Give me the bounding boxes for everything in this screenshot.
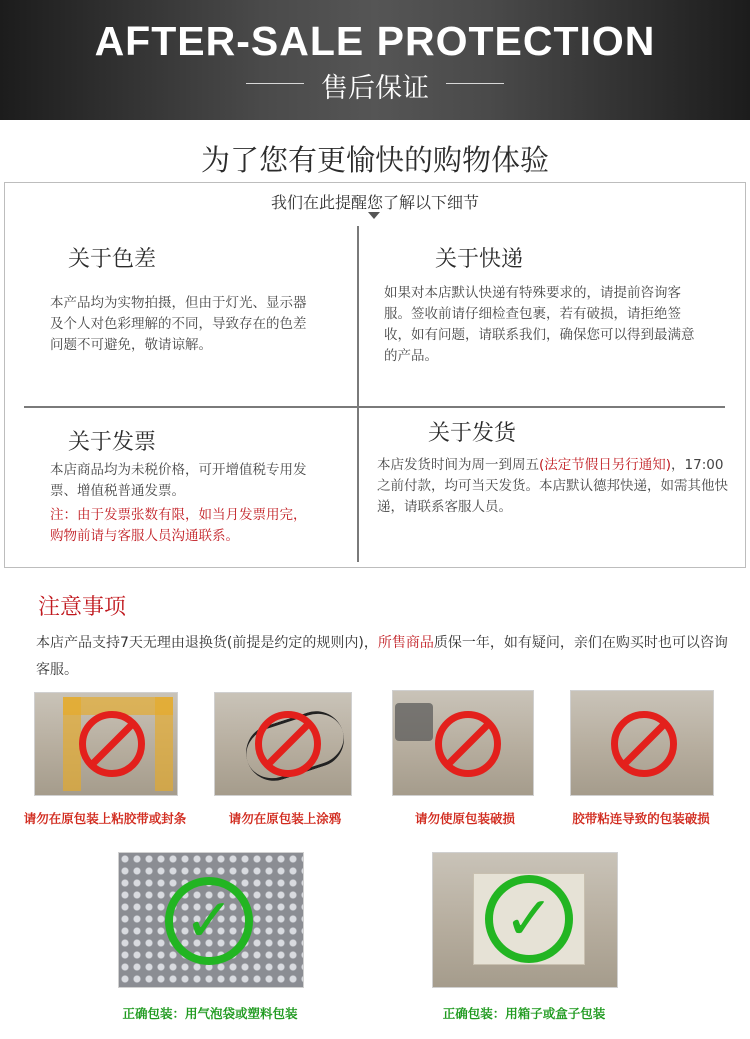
wrong-example-photo-tape (34, 692, 178, 796)
divider-line (446, 83, 504, 84)
header-banner (0, 0, 750, 120)
banner-subtitle: 售后保证 (321, 73, 429, 104)
shipping-text-end: ，17:00之前付款，均可当天发货。本店默认德邦快递，如需其他快递，请联系客服人员。 (377, 457, 728, 515)
wrong-caption-3: 请勿使原包装破损 (414, 811, 515, 826)
prohibited-icon (611, 711, 677, 777)
right-example-photo-box (432, 852, 618, 988)
wrong-caption-4: 胶带粘连导致的包装破损 (572, 811, 710, 826)
vertical-divider (357, 226, 359, 562)
section-body-color: 本产品均为实物拍摄，但由于灯光、显示器及个人对色彩理解的不同，导致存在的色差问题不可避免，敬请谅解。 (50, 295, 307, 353)
banner-subtitle-row (0, 66, 750, 104)
banner-title: AFTER-SALE PROTECTION (94, 18, 656, 64)
notice-title: 注意事项 (38, 595, 127, 620)
damage-mark (395, 703, 433, 741)
prohibited-icon (255, 711, 321, 777)
section-note-invoice: 注：由于发票张数有限，如当月发票用完，购物前请与客服人员沟通联系。 (50, 507, 307, 544)
right-caption-2: 正确包装：用箱子或盒子包装 (442, 1006, 606, 1021)
wrong-example-photo-broken (392, 690, 534, 796)
check-icon: ✓ (485, 875, 573, 963)
section-body-express: 如果对本店默认快递有特殊要求的，请提前咨询客服。签收前请仔细检查包裹，若有破损，请拒绝签收，如有问题，请联系我们，确保您可以得到最满意的产品。 (384, 285, 695, 364)
notice-text-start: 本店产品支持7天无理由退换货(前提是约定的规则内)， (36, 635, 378, 651)
check-icon: ✓ (165, 877, 253, 965)
page-headline: 为了您有更愉快的购物体验 (200, 143, 549, 177)
notice-text-end: 质保一年，如有疑问，亲们在购买时也可以咨询客服。 (36, 635, 728, 678)
wrong-example-photo-graffiti (214, 692, 352, 796)
shipping-text-start: 本店发货时间为周一到周五 (377, 457, 539, 473)
right-caption-1: 正确包装：用气泡袋或塑料包装 (122, 1006, 298, 1021)
caret-down-icon (368, 212, 380, 219)
tape-strip (155, 697, 173, 791)
wrong-caption-1: 请勿在原包装上粘胶带或封条 (23, 811, 187, 826)
horizontal-divider (24, 406, 725, 408)
section-title-express: 关于快递 (435, 247, 524, 272)
shipping-holiday-note: (法定节假日另行通知) (539, 457, 672, 473)
prohibited-icon (435, 711, 501, 777)
wrong-example-photo-tape-damage (570, 690, 714, 796)
section-body-shipping (377, 455, 729, 518)
section-title-invoice: 关于发票 (68, 430, 157, 455)
notice-body (36, 630, 736, 684)
section-title-color: 关于色差 (68, 247, 157, 272)
reminder-text: 我们在此提醒您了解以下细节 (270, 193, 479, 212)
section-body-invoice: 本店商品均为未税价格，可开增值税专用发票、增值税普通发票。 (50, 462, 307, 499)
section-title-shipping: 关于发货 (428, 421, 517, 446)
wrong-caption-2: 请勿在原包装上涂鸦 (228, 811, 342, 826)
prohibited-icon (79, 711, 145, 777)
notice-highlight: 所售商品 (377, 635, 434, 651)
right-example-photo-bubble (118, 852, 304, 988)
